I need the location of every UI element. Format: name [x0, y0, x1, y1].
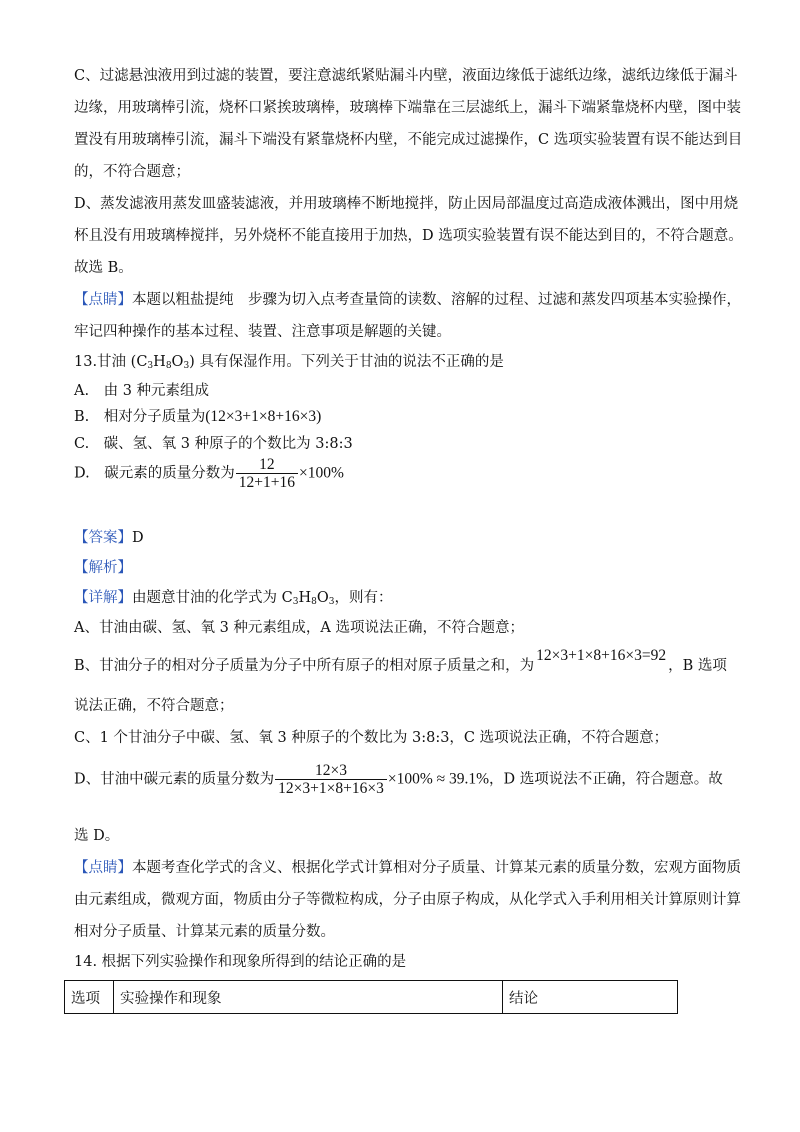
option-d-fraction: $\frac{12}{12+1+16}$: [236, 456, 298, 491]
point-tag: 【点睛】: [74, 292, 132, 308]
answer-tag: 【答案】: [74, 530, 132, 546]
option-c-explanation-line-2: 边缘，用玻璃棒引流，烧杯口紧挨玻璃棒，玻璃棒下端靠在三层滤纸上，漏斗下端紧靠烧杯内壁，图中装: [74, 100, 741, 116]
explanation-b-line-2: 说法正确，不符合题意；: [74, 698, 234, 714]
question-14-stem: 14. 根据下列实验操作和现象所得到的结论正确的是: [74, 954, 407, 970]
question-14-table: [64, 980, 678, 1014]
option-c-explanation-line-4: 的，不符合题意；: [74, 164, 190, 180]
detail-tag: 【详解】: [74, 590, 132, 606]
mass-fraction-formula: $\frac{12\times 3}{12\times 3+1\times 8+16\times 3}$: [275, 762, 387, 797]
answer-value: D: [132, 530, 144, 546]
point-note-12-line-1: [74, 290, 741, 310]
option-d-explanation-line-2: 杯且没有用玻璃棒搅拌，另外烧杯不能直接用于加热，D 选项实验装置有误不能达到目的，不符合题意。: [74, 228, 743, 244]
question-13-option-a: A. 由 3 种元素组成: [74, 383, 210, 399]
explanation-d-line-2: 选 D。: [74, 828, 120, 844]
point-tag: 【点睛】: [74, 860, 132, 876]
explanation-b-line-1: B、甘油分子的相对分子质量为分子中所有原子的相对原子质量之和，为12×3+1×8+16×3=92，B 选项: [74, 647, 727, 674]
header-operation: 实验操作和现象: [114, 981, 503, 1014]
point-note-13-line-1: 【点睛】本题考查化学式的含义、根据化学式计算相对分子质量、计算某元素的质量分数，宏观方面物质: [74, 860, 741, 876]
header-conclusion: 结论: [503, 981, 678, 1014]
explanation-a: A、甘油由碳、氢、氧 3 种元素组成，A 选项说法正确，不符合题意；: [74, 620, 524, 636]
molecular-mass-formula: 12×3+1×8+16×3=92: [536, 647, 667, 664]
question-13-option-c: C. 碳、氢、氧 3 种原子的个数比为 3:8:3: [74, 436, 353, 452]
explanation-c: C、1 个甘油分子中碳、氢、氧 3 种原子的个数比为 3:8:3，C 选项说法正确，不符合题意；: [74, 730, 669, 746]
point-note-13-line-2: 由元素组成，微观方面，物质由分子等微粒构成，分子由原子构成，从化学式入手利用相关计算原则计算: [74, 892, 741, 908]
option-c-explanation-line-1: C、过滤悬浊液用到过滤的装置，要注意滤纸紧贴漏斗内壁，液面边缘低于滤纸边缘，滤纸边缘低于漏斗: [74, 68, 738, 84]
question-13-option-d: D. 碳元素的质量分数为 $\frac{12}{12+1+16}$ ×100%: [74, 456, 344, 491]
option-d-explanation-line-1: D、蒸发滤液用蒸发皿盛装滤液，并用玻璃棒不断地搅拌，防止因局部温度过高造成液体溅出，图中用烧: [74, 196, 739, 212]
analysis-tag: 【解析】: [74, 560, 132, 576]
option-c-explanation-line-3: 置没有用玻璃棒引流，漏斗下端没有紧靠烧杯内壁，不能完成过滤操作，C 选项实验装置有误不能达到目: [74, 132, 743, 148]
table-header-row: [65, 981, 678, 1014]
question-13-stem: 13.甘油 $(C_3H_8O_3)$ 具有保湿作用。下列关于甘油的说法不正确的是: [74, 354, 504, 371]
detail-line: 【详解】由题意甘油的化学式为 $C_3H_8O_3$，则有：: [74, 590, 393, 607]
question-13-option-b: B. 相对分子质量为(12×3+1×8+16×3): [74, 408, 322, 425]
point-note-12-line-2: 牢记四种操作的基本过程、装置、注意事项是解题的关键。: [74, 324, 451, 340]
answer-line: [74, 528, 144, 548]
header-option: 选项: [65, 981, 114, 1014]
explanation-d-line-1: D、甘油中碳元素的质量分数为 $\frac{12\times 3}{12\times 3+1\times 8+16\times 3}$ ×100% ≈ 39.1%，D 选项说法不正确，符合题意。故: [74, 762, 723, 797]
point-text: 本题以粗盐提纯 步骤为切入点考查量筒的读数、溶解的过程、过滤和蒸发四项基本实验操作，: [132, 292, 741, 308]
point-note-13-line-3: 相对分子质量、计算某元素的质量分数。: [74, 924, 335, 940]
option-b-formula: (12×3+1×8+16×3): [205, 408, 322, 425]
choose-b-conclusion: 故选 B。: [74, 260, 133, 276]
